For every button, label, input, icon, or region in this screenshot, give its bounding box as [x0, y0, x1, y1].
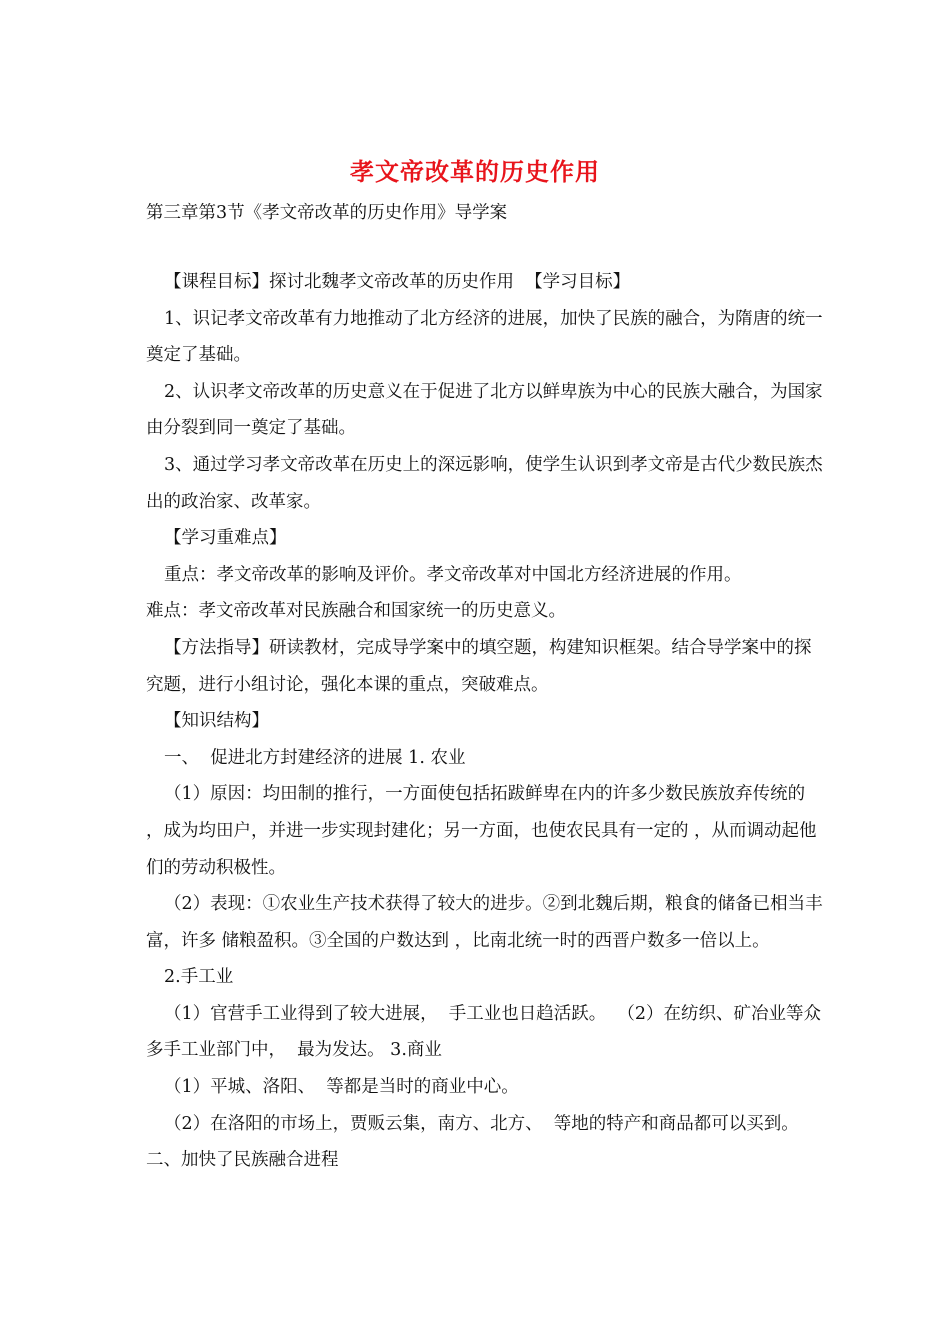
agriculture-cause-paragraph: （1）原因：均田制的推行，一方面使包括拓跋鲜卑在内的许多少数民族放弃传统的 ，成为均田户，并进一步实现封建化；另一方面，也使农民具有一定的 ，从而调动起他们的劳动积极性。 — [146, 784, 817, 878]
document-body — [146, 264, 826, 1179]
handicraft-paragraph: （1）官营手工业得到了较大进展， 手工业也日趋活跃。 （2）在纺织、矿冶业等众多手工业部门中， 最为发达。 3.商业 — [146, 1003, 822, 1061]
learning-goal-1: 1、识记孝文帝改革有力地推动了北方经济的进展，加快了民族的融合，为隋唐的统一奠定了基础。 — [146, 308, 823, 366]
section-heading-key-points: 【学习重难点】 — [164, 528, 287, 549]
difficulty-paragraph: 难点：孝文帝改革对民族融合和国家统一的历史意义。 — [146, 601, 566, 622]
knowledge-section-1-heading: 一、 促进北方封建经济的进展 1. 农业 — [164, 747, 466, 768]
course-goal-paragraph: 【课程目标】探讨北魏孝文帝改革的历史作用 【学习目标】 — [164, 272, 631, 292]
handicraft-heading: 2.手工业 — [164, 967, 234, 988]
document-title: 孝文帝改革的历史作用 — [350, 157, 600, 186]
method-guidance-paragraph: 【方法指导】研读教材，完成导学案中的填空题，构建知识框架。结合导学案中的探究题，进行小组讨论，强化本课的重点，突破难点。 — [146, 637, 812, 695]
document-subtitle: 第三章第3节《孝文帝改革的历史作用》导学案 — [146, 203, 508, 223]
section-heading-knowledge-structure: 【知识结构】 — [164, 711, 269, 732]
learning-goal-3: 3、通过学习孝文帝改革在历史上的深远影响，使学生认识到孝文帝是古代少数民族杰出的政治家、改革家。 — [146, 454, 823, 512]
key-point-paragraph: 重点：孝文帝改革的影响及评价。孝文帝改革对中国北方经济进展的作用。 — [164, 564, 742, 585]
commerce-centers-paragraph: （1）平城、洛阳、 等都是当时的商业中心。 — [164, 1077, 519, 1098]
luoyang-market-paragraph: （2）在洛阳的市场上，贾贩云集，南方、北方、 等地的特产和商品都可以买到。 二、加快了民族融合进程 — [146, 1113, 810, 1171]
learning-goal-2: 2、认识孝文帝改革的历史意义在于促进了北方以鲜卑族为中心的民族大融合，为国家由分裂到同一奠定了基础。 — [146, 381, 823, 439]
agriculture-manifestation-paragraph: （2）表现：①农业生产技术获得了较大的进步。②到北魏后期，粮食的储备已相当丰富，许多 储粮盈积。③全国的户数达到 ，比南北统一时的西晋户数多一倍以上。 — [146, 894, 823, 951]
